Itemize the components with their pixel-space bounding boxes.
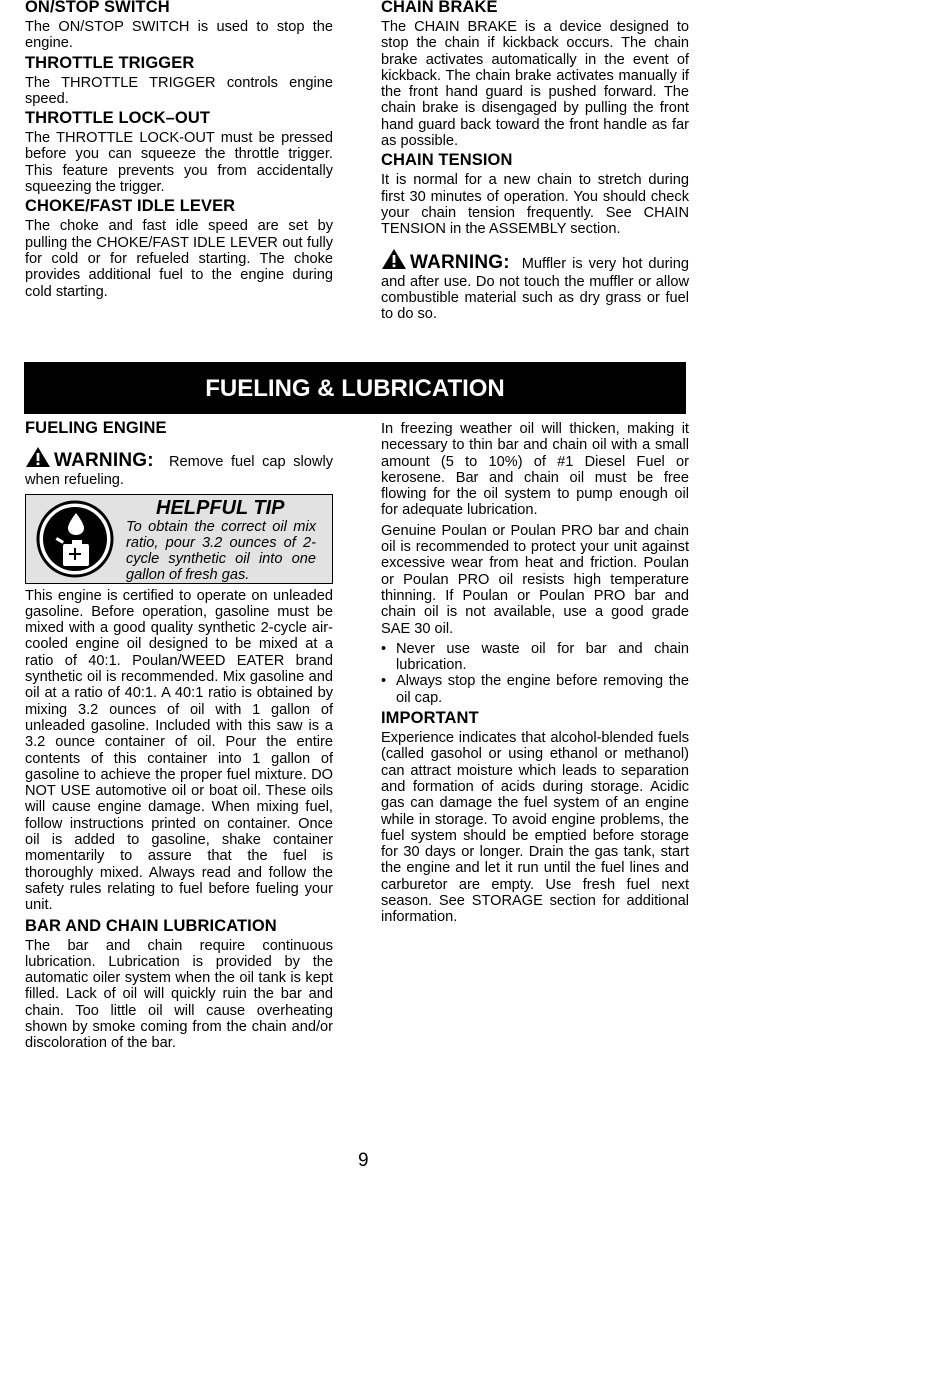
oil-bullet-list [381, 641, 689, 706]
list-item: • Never use waste oil for bar and chain lubrication. [381, 641, 689, 674]
bottom-left-column [25, 419, 333, 1054]
section-banner: FUELING & LUBRICATION [24, 362, 686, 414]
chain-brake-text: The CHAIN BRAKE is a device designed to stop the chain if kickback occurs. The chain brake activates automatically in the event of kickback. The chain brake activates manually if the front hand guard is pushed forward. The chain brake is disengaged by pulling the front hand guard back toward the front handle as far as possible. [381, 19, 689, 150]
muffler-warning [381, 248, 689, 323]
top-left-column [25, 0, 333, 302]
fuel-cap-warning-text: Remove fuel cap slowly when refueling. [25, 454, 333, 489]
chain-brake-heading: CHAIN BRAKE [381, 0, 498, 16]
warning-triangle-icon [381, 248, 407, 274]
bar-chain-heading: BAR AND CHAIN LUBRICATION [25, 916, 277, 935]
muffler-warning-label: WARNING: [410, 251, 510, 273]
fuel-cap-warning [25, 446, 333, 489]
bottom-right-column [381, 421, 689, 928]
freezing-paragraph: In freezing weather oil will thicken, making it necessary to thin bar and chain oil with a small amount (5 to 10%) of #1 Diesel Fuel or kerosene. Bar and chain oil must be free flowing for the oil system to pump enough oil for adequate lubrication. [381, 421, 689, 519]
lockout-text: The THROTTLE LOCK-OUT must be pressed before you can squeeze the throttle trigger. This feature prevents you from accidentally squeezing the trigger. [25, 130, 333, 196]
throttle-text: The THROTTLE TRIGGER controls engine speed. [25, 74, 333, 107]
throttle-heading: THROTTLE TRIGGER [25, 53, 195, 72]
important-heading: IMPORTANT [381, 709, 479, 728]
helpful-tip-box [25, 494, 333, 584]
important-text: Experience indicates that alcohol-blended fuels (called gasohol or using ethanol or methanol) can attract moisture which leads to separation and formation of acids during storage. Acidic gas can damage the fuel system of an engine while in storage. To avoid engine problems, the fuel system should be emptied before storage for 30 days or longer. Drain the gas tank, start the engine and let it run until the fuel lines and carburetor are empty. Use fresh fuel next season. See STORAGE section for additional information. [381, 730, 689, 926]
list-item: • Always stop the engine before removing the oil cap. [381, 673, 689, 706]
bar-chain-text: The bar and chain require continuous lubrication. Lubrication is provided by the automatic oiler system when the oil tank is kept filled. Lack of oil will quickly ruin the bar and chain. Too little oil will cause overheating shown by smoke coming from the chain and/or discoloration of the bar. [25, 937, 333, 1052]
warning-triangle-icon [25, 446, 51, 472]
oil-can-icon [32, 499, 118, 583]
choke-heading: CHOKE/FAST IDLE LEVER [25, 197, 236, 216]
choke-text: The choke and fast idle speed are set by pulling the CHOKE/FAST IDLE LEVER out fully for cold or for refueled starting. The choke provides additional fuel to the engine during cold starting. [25, 218, 333, 300]
muffler-warning-text: Muffler is very hot during and after use. Do not touch the muffler or allow combustible material such as dry grass or fuel to do so. [381, 255, 689, 323]
helpful-tip-text: To obtain the correct oil mix ratio, pour 3.2 ounces of 2-cycle synthetic oil into one gallon of fresh gas. [126, 518, 316, 584]
chain-tension-text: It is normal for a new chain to stretch during first 30 minutes of operation. You should check your chain tension frequently. See CHAIN TENSION in the ASSEMBLY section. [381, 172, 689, 238]
genuine-oil-paragraph: Genuine Poulan or Poulan PRO bar and chain oil is recommended to protect your unit against excessive wear from heat and friction. Poulan or Poulan PRO oil resists high temperature thinning. If Poulan or Poulan PRO bar and chain oil is not available, use a good grade SAE 30 oil. [381, 522, 689, 637]
fueling-engine-heading: FUELING ENGINE [25, 419, 167, 437]
on-stop-text: The ON/STOP SWITCH is used to stop the engine. [25, 19, 333, 52]
fuel-cap-warning-label: WARNING: [54, 450, 154, 471]
on-stop-heading: ON/STOP SWITCH [25, 0, 170, 16]
helpful-tip-title: HELPFUL TIP [156, 496, 285, 519]
fueling-body-text: This engine is certified to operate on unleaded gasoline. Before operation, gasoline must be mixed with a good quality synthetic 2-cycle air-cooled engine oil designed to be mixed at a ratio of 40:1. Poulan/WEED EATER brand synthetic oil is recommended. Mix gasoline and oil at a ratio of 40:1. A 40:1 ratio is obtained by mixing 3.2 ounces of oil with 1 gallon of unleaded gasoline. Included with this saw is a 3.2 ounce container of oil. Pour the entire contents of this container into 1 gallon of gasoline to achieve the proper fuel mixture. DO NOT USE automotive oil or boat oil. These oils will cause engine damage. When mixing fuel, follow instructions printed on container. Once oil is added to gasoline, shake container momentarily to assure that the fuel is thoroughly mixed. Always read and follow the safety rules relating to fuel before fueling your unit. [25, 587, 333, 914]
lockout-heading: THROTTLE LOCK–OUT [25, 109, 211, 128]
chain-tension-heading: CHAIN TENSION [381, 151, 513, 170]
page-number: 9 [358, 1150, 369, 1171]
top-right-column [381, 0, 689, 325]
